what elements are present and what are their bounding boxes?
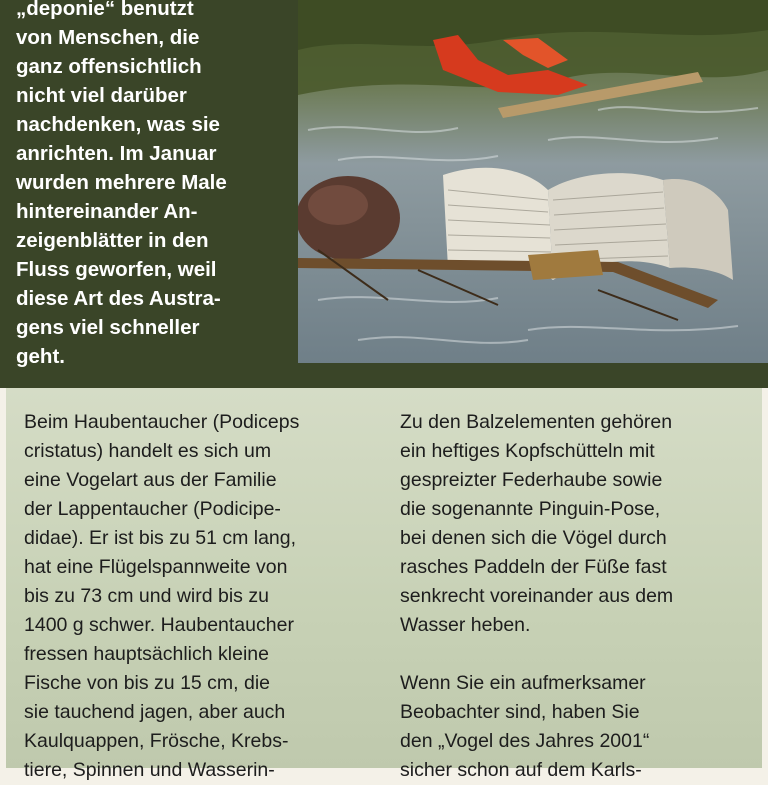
text-line: Fische von bis zu 15 cm, die [24, 672, 271, 694]
top-text-block [16, 0, 286, 371]
text-line: der Lappentaucher (Podicipe- [24, 498, 281, 520]
text-line: tiere, Spinnen und Wasserin- [24, 759, 275, 781]
text-line: Kaulquappen, Frösche, Krebs- [24, 730, 289, 752]
right-column [400, 408, 755, 785]
text-line: die sogenannte Pinguin-Pose, [400, 498, 661, 520]
text-line: sie tauchend jagen, aber auch [24, 701, 286, 723]
text-line: fressen hauptsächlich kleine [24, 643, 269, 665]
text-line: 1400 g schwer. Haubentaucher [24, 614, 294, 636]
paragraph-gap [400, 640, 755, 669]
text-line: gespreizter Federhaube sowie [400, 469, 663, 491]
text-line: anrichten. Im Januar [16, 142, 217, 165]
text-line: zeigenblätter in den [16, 229, 209, 252]
text-line: cristatus) handelt es sich um [24, 440, 272, 462]
text-line: diese Art des Austra- [16, 287, 221, 310]
text-line: bis zu 73 cm und wird bis zu [24, 585, 269, 607]
text-line: eine Vogelart aus der Familie [24, 469, 277, 491]
text-line: wurden mehrere Male [16, 171, 227, 194]
text-line: Wasser heben. [400, 614, 531, 636]
river-litter-photo [298, 0, 768, 363]
text-line: Zu den Balzelementen gehören [400, 411, 673, 433]
text-line: „deponie“ benutzt [16, 0, 194, 20]
text-line: Wenn Sie ein aufmerksamer [400, 672, 646, 694]
text-line: sicher schon auf dem Karls- [400, 759, 642, 781]
text-line: hat eine Flügelspannweite von [24, 556, 288, 578]
text-line: nicht viel darüber [16, 84, 187, 107]
text-line: ein heftiges Kopfschütteln mit [400, 440, 655, 462]
text-line: senkrecht voreinander aus dem [400, 585, 674, 607]
text-line: von Menschen, die [16, 26, 200, 49]
article-panel [6, 388, 762, 781]
text-line: hintereinander An- [16, 200, 198, 223]
text-line: Beobachter sind, haben Sie [400, 701, 640, 723]
left-column [24, 408, 374, 785]
text-line: didae). Er ist bis zu 51 cm lang, [24, 527, 297, 549]
text-line: bei denen sich die Vögel durch [400, 527, 667, 549]
text-line: gens viel schneller [16, 316, 200, 339]
text-line: ganz offensichtlich [16, 55, 202, 78]
text-line: geht. [16, 345, 65, 368]
text-line: rasches Paddeln der Füße fast [400, 556, 667, 578]
text-line: Beim Haubentaucher (Podiceps [24, 411, 300, 433]
text-line: nachdenken, was sie [16, 113, 220, 136]
text-line: Fluss geworfen, weil [16, 258, 217, 281]
text-line: den „Vogel des Jahres 2001“ [400, 730, 650, 752]
